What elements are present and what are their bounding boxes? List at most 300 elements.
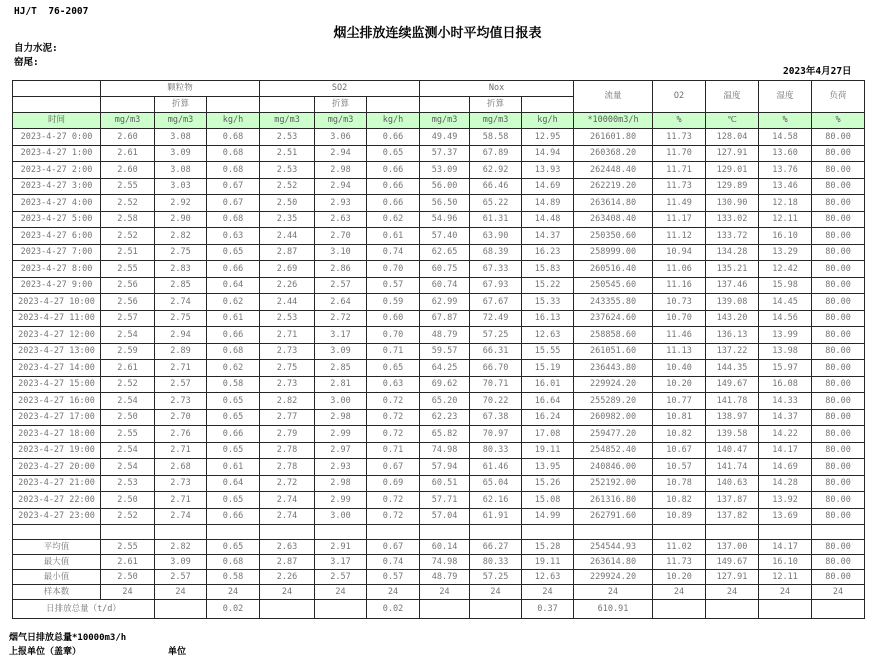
value-cell: 11.73	[653, 178, 706, 195]
value-cell: 2.71	[260, 327, 315, 344]
value-cell: 57.94	[420, 459, 470, 476]
value-cell: 11.06	[653, 261, 706, 278]
value-cell: 2.54	[101, 327, 155, 344]
time-cell: 2023-4-27 11:00	[13, 310, 101, 327]
value-cell: 2.78	[260, 459, 315, 476]
value-cell: 0.72	[367, 492, 420, 509]
reporting-unit-label: 上报单位（盖章）	[9, 647, 82, 657]
time-cell: 2023-4-27 5:00	[13, 211, 101, 228]
value-cell: 62.65	[420, 244, 470, 261]
value-cell: 260368.20	[574, 145, 653, 162]
value-cell: 2.74	[155, 294, 207, 311]
value-cell: 139.08	[706, 294, 759, 311]
value-cell: 3.08	[155, 162, 207, 179]
value-cell: 2.64	[315, 294, 367, 311]
time-cell: 2023-4-27 13:00	[13, 343, 101, 360]
spacer-cell	[706, 525, 759, 540]
value-cell: 0.71	[367, 442, 420, 459]
value-cell: 11.13	[653, 343, 706, 360]
value-cell: 2.53	[101, 475, 155, 492]
value-cell: 2.60	[101, 129, 155, 146]
time-cell: 2023-4-27 2:00	[13, 162, 101, 179]
value-cell: 144.35	[706, 360, 759, 377]
value-cell: 14.17	[759, 442, 812, 459]
value-cell: 2.83	[155, 261, 207, 278]
time-cell: 2023-4-27 6:00	[13, 228, 101, 245]
value-cell: 67.38	[470, 409, 522, 426]
summary-value-cell: 57.25	[470, 570, 522, 585]
value-cell: 11.12	[653, 228, 706, 245]
value-cell: 80.33	[470, 442, 522, 459]
summary-label-cell: 最大值	[13, 555, 101, 570]
value-cell: 57.04	[420, 508, 470, 525]
value-cell: 2.73	[260, 376, 315, 393]
summary-value-cell: 2.63	[260, 540, 315, 555]
unit-cell: mg/m3	[101, 113, 155, 129]
value-cell: 263614.80	[574, 195, 653, 212]
value-cell: 80.00	[812, 376, 865, 393]
hour-row	[13, 211, 865, 228]
value-cell: 261601.80	[574, 129, 653, 146]
value-cell: 2.74	[260, 492, 315, 509]
time-cell: 2023-4-27 22:00	[13, 492, 101, 509]
hour-row	[13, 145, 865, 162]
value-cell: 2.81	[315, 376, 367, 393]
so2-converted-label: 折算	[315, 97, 367, 113]
value-cell: 67.93	[470, 277, 522, 294]
value-cell: 0.62	[367, 211, 420, 228]
value-cell: 130.90	[706, 195, 759, 212]
summary-value-cell: 2.87	[260, 555, 315, 570]
value-cell: 3.08	[155, 129, 207, 146]
summary-value-cell: 0.65	[207, 540, 260, 555]
value-cell: 2.52	[101, 376, 155, 393]
daily-total-value-cell: 610.91	[574, 600, 653, 619]
value-cell: 13.69	[759, 508, 812, 525]
time-cell: 2023-4-27 12:00	[13, 327, 101, 344]
summary-label-cell: 最小值	[13, 570, 101, 585]
value-cell: 80.00	[812, 261, 865, 278]
time-cell: 2023-4-27 3:00	[13, 178, 101, 195]
nox-converted-label: 折算	[470, 97, 522, 113]
value-cell: 3.00	[315, 508, 367, 525]
time-cell: 2023-4-27 23:00	[13, 508, 101, 525]
summary-value-cell: 0.58	[207, 570, 260, 585]
summary-value-cell: 48.79	[420, 570, 470, 585]
value-cell: 11.73	[653, 129, 706, 146]
value-cell: 2.73	[155, 393, 207, 410]
value-cell: 67.33	[470, 261, 522, 278]
value-cell: 2.82	[260, 393, 315, 410]
unit-cell: ℃	[706, 113, 759, 129]
value-cell: 2.85	[155, 277, 207, 294]
value-cell: 2.55	[101, 261, 155, 278]
summary-value-cell: 24	[759, 585, 812, 600]
value-cell: 2.79	[260, 426, 315, 443]
value-cell: 10.77	[653, 393, 706, 410]
value-cell: 2.98	[315, 409, 367, 426]
summary-value-cell: 14.17	[759, 540, 812, 555]
value-cell: 11.46	[653, 327, 706, 344]
value-cell: 0.71	[367, 343, 420, 360]
value-cell: 14.48	[522, 211, 574, 228]
value-cell: 65.82	[420, 426, 470, 443]
company-name: 自力水泥:	[14, 43, 58, 54]
spacer-cell	[759, 525, 812, 540]
value-cell: 70.22	[470, 393, 522, 410]
value-cell: 2.51	[101, 244, 155, 261]
value-cell: 65.22	[470, 195, 522, 212]
value-cell: 0.65	[207, 244, 260, 261]
value-cell: 0.72	[367, 508, 420, 525]
value-cell: 80.00	[812, 129, 865, 146]
spacer-cell	[13, 525, 101, 540]
value-cell: 0.70	[367, 327, 420, 344]
value-cell: 0.65	[207, 492, 260, 509]
value-cell: 16.24	[522, 409, 574, 426]
value-cell: 0.68	[207, 162, 260, 179]
value-cell: 2.94	[315, 145, 367, 162]
so2-group-header: SO2	[260, 81, 420, 97]
value-cell: 261051.60	[574, 343, 653, 360]
summary-value-cell: 3.17	[315, 555, 367, 570]
value-cell: 66.70	[470, 360, 522, 377]
hour-row	[13, 442, 865, 459]
time-cell: 2023-4-27 16:00	[13, 393, 101, 410]
value-cell: 13.46	[759, 178, 812, 195]
value-cell: 2.82	[155, 228, 207, 245]
value-cell: 13.29	[759, 244, 812, 261]
value-cell: 16.10	[759, 228, 812, 245]
value-cell: 74.98	[420, 442, 470, 459]
value-cell: 19.11	[522, 442, 574, 459]
value-cell: 3.00	[315, 393, 367, 410]
value-cell: 11.71	[653, 162, 706, 179]
value-cell: 14.94	[522, 145, 574, 162]
value-cell: 49.49	[420, 129, 470, 146]
value-cell: 15.97	[759, 360, 812, 377]
daily-total-value-cell	[706, 600, 759, 619]
value-cell: 14.99	[522, 508, 574, 525]
hour-row	[13, 129, 865, 146]
summary-value-cell: 2.55	[101, 540, 155, 555]
value-cell: 134.28	[706, 244, 759, 261]
value-cell: 54.96	[420, 211, 470, 228]
value-cell: 2.98	[315, 162, 367, 179]
value-cell: 59.57	[420, 343, 470, 360]
value-cell: 2.51	[260, 145, 315, 162]
daily-total-value-cell	[653, 600, 706, 619]
value-cell: 129.01	[706, 162, 759, 179]
summary-label-cell: 样本数	[13, 585, 101, 600]
value-cell: 68.39	[470, 244, 522, 261]
report-date: 2023年4月27日	[783, 66, 852, 77]
value-cell: 80.00	[812, 195, 865, 212]
value-cell: 2.63	[315, 211, 367, 228]
value-cell: 67.67	[470, 294, 522, 311]
value-cell: 141.74	[706, 459, 759, 476]
daily-total-value-cell	[812, 600, 865, 619]
daily-total-value-cell	[315, 600, 367, 619]
unit-cell: kg/h	[207, 113, 260, 129]
value-cell: 80.00	[812, 277, 865, 294]
spacer-cell	[260, 525, 315, 540]
value-cell: 0.68	[207, 129, 260, 146]
value-cell: 14.28	[759, 475, 812, 492]
value-cell: 56.50	[420, 195, 470, 212]
value-cell: 67.87	[420, 310, 470, 327]
value-cell: 0.69	[367, 475, 420, 492]
unit-cell: mg/m3	[420, 113, 470, 129]
unit-cell: mg/m3	[260, 113, 315, 129]
value-cell: 137.46	[706, 277, 759, 294]
value-cell: 2.54	[101, 442, 155, 459]
standard-number: HJ/T 76-2007	[14, 6, 89, 17]
value-cell: 137.22	[706, 343, 759, 360]
value-cell: 65.20	[420, 393, 470, 410]
value-cell: 2.72	[260, 475, 315, 492]
value-cell: 2.52	[101, 228, 155, 245]
daily-total-value-cell	[470, 600, 522, 619]
summary-value-cell: 24	[522, 585, 574, 600]
spacer-cell	[155, 525, 207, 540]
value-cell: 2.68	[155, 459, 207, 476]
value-cell: 2.71	[155, 492, 207, 509]
summary-value-cell: 24	[155, 585, 207, 600]
spacer-cell	[13, 97, 101, 113]
value-cell: 2.55	[101, 426, 155, 443]
value-cell: 60.75	[420, 261, 470, 278]
value-cell: 2.87	[260, 244, 315, 261]
value-cell: 240846.00	[574, 459, 653, 476]
unit-cell: kg/h	[522, 113, 574, 129]
value-cell: 262219.20	[574, 178, 653, 195]
value-cell: 2.44	[260, 294, 315, 311]
time-cell: 2023-4-27 18:00	[13, 426, 101, 443]
value-cell: 2.76	[155, 426, 207, 443]
value-cell: 0.59	[367, 294, 420, 311]
spacer-cell	[420, 97, 470, 113]
value-cell: 14.58	[759, 129, 812, 146]
value-cell: 0.57	[367, 277, 420, 294]
value-cell: 14.69	[759, 459, 812, 476]
hour-row	[13, 244, 865, 261]
value-cell: 11.70	[653, 145, 706, 162]
summary-value-cell: 2.50	[101, 570, 155, 585]
summary-value-cell: 24	[260, 585, 315, 600]
summary-value-cell: 10.20	[653, 570, 706, 585]
value-cell: 16.01	[522, 376, 574, 393]
value-cell: 2.53	[260, 310, 315, 327]
value-cell: 80.00	[812, 343, 865, 360]
value-cell: 2.56	[101, 294, 155, 311]
value-cell: 0.66	[207, 327, 260, 344]
value-cell: 262791.60	[574, 508, 653, 525]
unit-cell: %	[759, 113, 812, 129]
value-cell: 16.64	[522, 393, 574, 410]
value-cell: 80.00	[812, 228, 865, 245]
value-cell: 2.60	[101, 162, 155, 179]
value-cell: 2.90	[155, 211, 207, 228]
value-cell: 63.90	[470, 228, 522, 245]
value-cell: 70.97	[470, 426, 522, 443]
value-cell: 2.70	[315, 228, 367, 245]
value-cell: 2.26	[260, 277, 315, 294]
hour-row	[13, 228, 865, 245]
value-cell: 0.74	[367, 244, 420, 261]
daily-total-value-cell: 0.02	[367, 600, 420, 619]
value-cell: 0.64	[207, 475, 260, 492]
value-cell: 80.00	[812, 310, 865, 327]
value-cell: 80.00	[812, 393, 865, 410]
value-cell: 13.99	[759, 327, 812, 344]
value-cell: 2.59	[101, 343, 155, 360]
flow-header: 流量	[574, 81, 653, 113]
summary-value-cell: 16.10	[759, 555, 812, 570]
value-cell: 3.06	[315, 129, 367, 146]
value-cell: 0.61	[207, 310, 260, 327]
value-cell: 10.94	[653, 244, 706, 261]
time-cell: 2023-4-27 21:00	[13, 475, 101, 492]
unit-cell: %	[653, 113, 706, 129]
value-cell: 2.94	[155, 327, 207, 344]
value-cell: 15.19	[522, 360, 574, 377]
value-cell: 2.52	[101, 508, 155, 525]
value-cell: 2.99	[315, 492, 367, 509]
hour-row	[13, 360, 865, 377]
unit-cell: %	[812, 113, 865, 129]
value-cell: 64.25	[420, 360, 470, 377]
value-cell: 3.17	[315, 327, 367, 344]
value-cell: 17.08	[522, 426, 574, 443]
value-cell: 16.13	[522, 310, 574, 327]
summary-value-cell: 229924.20	[574, 570, 653, 585]
daily-total-value-cell: 0.02	[207, 600, 260, 619]
summary-value-cell: 3.09	[155, 555, 207, 570]
value-cell: 0.68	[207, 343, 260, 360]
value-cell: 0.65	[207, 442, 260, 459]
value-cell: 260516.40	[574, 261, 653, 278]
summary-value-cell: 0.67	[367, 540, 420, 555]
value-cell: 13.60	[759, 145, 812, 162]
value-cell: 14.45	[759, 294, 812, 311]
time-cell: 2023-4-27 9:00	[13, 277, 101, 294]
value-cell: 10.82	[653, 426, 706, 443]
value-cell: 255289.20	[574, 393, 653, 410]
value-cell: 0.70	[367, 261, 420, 278]
summary-row	[13, 570, 865, 585]
value-cell: 0.65	[207, 393, 260, 410]
summary-value-cell: 0.57	[367, 570, 420, 585]
value-cell: 0.66	[367, 129, 420, 146]
value-cell: 128.04	[706, 129, 759, 146]
value-cell: 258858.60	[574, 327, 653, 344]
value-cell: 138.97	[706, 409, 759, 426]
time-column-header: 时间	[13, 113, 101, 129]
value-cell: 0.66	[207, 508, 260, 525]
value-cell: 12.42	[759, 261, 812, 278]
value-cell: 0.72	[367, 409, 420, 426]
value-cell: 13.93	[522, 162, 574, 179]
value-cell: 15.55	[522, 343, 574, 360]
summary-row	[13, 585, 865, 600]
summary-value-cell: 80.00	[812, 555, 865, 570]
value-cell: 12.63	[522, 327, 574, 344]
summary-value-cell: 80.33	[470, 555, 522, 570]
value-cell: 262448.40	[574, 162, 653, 179]
hour-row	[13, 426, 865, 443]
value-cell: 2.53	[260, 129, 315, 146]
pm-group-header: 颗粒物	[101, 81, 260, 97]
value-cell: 16.23	[522, 244, 574, 261]
summary-value-cell: 24	[101, 585, 155, 600]
summary-value-cell: 74.98	[420, 555, 470, 570]
value-cell: 0.60	[367, 310, 420, 327]
station-name: 窑尾:	[14, 57, 39, 68]
value-cell: 62.16	[470, 492, 522, 509]
summary-value-cell: 24	[653, 585, 706, 600]
value-cell: 60.51	[420, 475, 470, 492]
summary-value-cell: 80.00	[812, 570, 865, 585]
value-cell: 15.08	[522, 492, 574, 509]
time-cell: 2023-4-27 15:00	[13, 376, 101, 393]
summary-value-cell: 24	[207, 585, 260, 600]
nox-group-header: Nox	[420, 81, 574, 97]
value-cell: 0.66	[367, 162, 420, 179]
value-cell: 62.99	[420, 294, 470, 311]
unit-cell: mg/m3	[315, 113, 367, 129]
value-cell: 2.61	[101, 360, 155, 377]
temperature-header: 温度	[706, 81, 759, 113]
spacer-cell	[367, 525, 420, 540]
value-cell: 0.66	[367, 178, 420, 195]
value-cell: 3.09	[155, 145, 207, 162]
summary-value-cell: 2.26	[260, 570, 315, 585]
value-cell: 250350.60	[574, 228, 653, 245]
value-cell: 10.78	[653, 475, 706, 492]
summary-value-cell: 60.14	[420, 540, 470, 555]
value-cell: 140.63	[706, 475, 759, 492]
spacer-cell	[653, 525, 706, 540]
value-cell: 259477.20	[574, 426, 653, 443]
value-cell: 2.86	[315, 261, 367, 278]
time-header-spacer	[13, 81, 101, 97]
daily-total-label: 日排放总量（t/d）	[13, 600, 155, 619]
value-cell: 141.78	[706, 393, 759, 410]
summary-row	[13, 555, 865, 570]
value-cell: 80.00	[812, 426, 865, 443]
value-cell: 10.40	[653, 360, 706, 377]
spacer-cell	[574, 525, 653, 540]
summary-value-cell: 12.11	[759, 570, 812, 585]
value-cell: 14.37	[759, 409, 812, 426]
value-cell: 2.50	[101, 409, 155, 426]
spacer-cell	[101, 97, 155, 113]
value-cell: 0.72	[367, 393, 420, 410]
value-cell: 2.57	[155, 376, 207, 393]
flue-gas-total-note: 烟气日排放总量*10000m3/h	[9, 633, 127, 643]
value-cell: 0.61	[367, 228, 420, 245]
summary-label-cell: 平均值	[13, 540, 101, 555]
value-cell: 0.63	[367, 376, 420, 393]
summary-value-cell: 149.67	[706, 555, 759, 570]
unit-cell: kg/h	[367, 113, 420, 129]
value-cell: 80.00	[812, 294, 865, 311]
value-cell: 136.13	[706, 327, 759, 344]
value-cell: 0.66	[367, 195, 420, 212]
value-cell: 15.22	[522, 277, 574, 294]
value-cell: 10.57	[653, 459, 706, 476]
